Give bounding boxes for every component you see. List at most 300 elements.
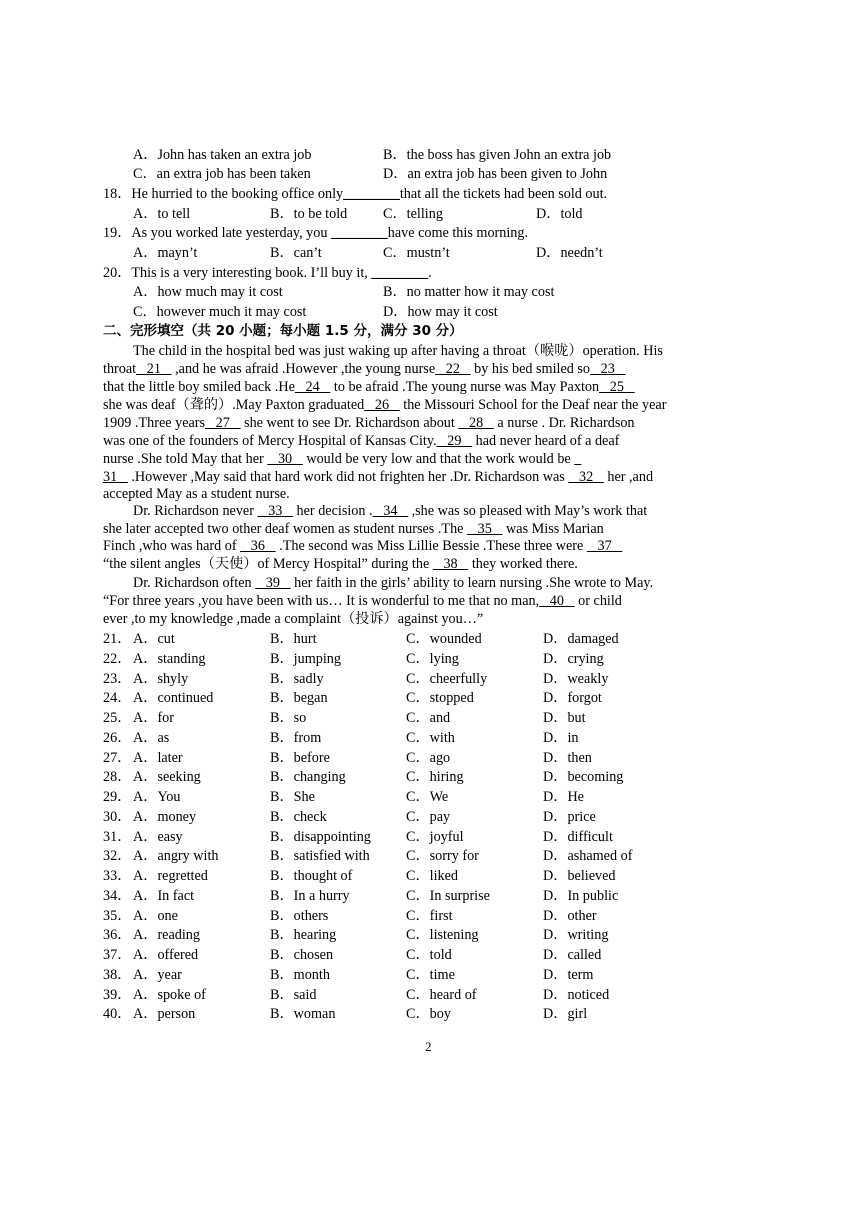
option-letter: C．: [406, 947, 430, 963]
option-text: regretted: [157, 868, 208, 884]
option-text: told: [429, 947, 452, 963]
option-d: [543, 709, 586, 727]
option-d: [543, 670, 608, 688]
option-letter: D．: [543, 789, 568, 805]
option-17b: B．the boss has given John an extra job: [383, 147, 612, 163]
question-number: 33．: [103, 868, 132, 884]
option-a: [133, 768, 201, 786]
option-text: satisfied with: [293, 848, 370, 864]
option-20a: A．how much may it cost: [133, 284, 283, 300]
option-text: ashamed of: [567, 848, 633, 864]
blank-36: 36: [240, 538, 276, 554]
passage-line: 31 .However ,May said that hard work did not frighten her .Dr. Richardson was 32 her ,and: [103, 469, 654, 485]
option-text: one: [157, 908, 178, 924]
option-letter: C．: [406, 750, 430, 766]
option-text: money: [157, 809, 197, 825]
option-letter: B．: [270, 987, 294, 1003]
option-b: [270, 1005, 335, 1023]
option-b: [270, 788, 315, 806]
option-letter: D．: [543, 710, 568, 726]
option-text: In surprise: [429, 888, 490, 904]
option-d: [543, 986, 609, 1004]
option-letter: C．: [406, 927, 430, 943]
passage-line: Dr. Richardson never 33 her decision . 34 ,she was so pleased with May’s work that: [133, 503, 648, 519]
option-text: from: [293, 730, 322, 746]
option-a: [133, 808, 196, 826]
blank-31: 31: [103, 469, 128, 485]
option-d: [543, 729, 578, 747]
blank-25: 25: [599, 379, 635, 395]
option-letter: D．: [543, 908, 568, 924]
option-letter: A．: [133, 947, 158, 963]
option-letter: D．: [543, 1006, 568, 1022]
question-number: 40．: [103, 1006, 132, 1022]
option-19d: D．needn’t: [536, 245, 603, 261]
option-text: boy: [429, 1006, 451, 1022]
option-b: [270, 749, 330, 767]
option-b: [270, 670, 324, 688]
option-letter: D．: [543, 730, 568, 746]
option-letter: D．: [543, 809, 568, 825]
option-d: [543, 749, 592, 767]
option-a: [133, 986, 206, 1004]
option-text: lying: [429, 651, 459, 667]
option-c: [406, 946, 452, 964]
option-letter: B．: [270, 710, 294, 726]
option-c: [406, 709, 450, 727]
option-a: [133, 670, 188, 688]
blank-35: 35: [467, 521, 503, 537]
page-number: 2: [425, 1039, 432, 1054]
option-letter: A．: [133, 750, 158, 766]
option-d: [543, 689, 602, 707]
blank-33: 33: [257, 503, 293, 519]
option-d: [543, 867, 616, 885]
option-letter: D．: [543, 631, 568, 647]
passage-line: “the silent angles（天使）of Mercy Hospital” during the 38 they worked there.: [103, 556, 578, 572]
option-c: [406, 907, 453, 925]
option-d: [543, 630, 619, 648]
option-letter: B．: [270, 947, 294, 963]
question-number: 28．: [103, 769, 132, 785]
option-d: [543, 887, 618, 905]
passage-line: 1909 .Three years 27 she went to see Dr. Richardson about 28 a nurse . Dr. Richardson: [103, 415, 635, 431]
option-text: others: [293, 908, 329, 924]
option-letter: A．: [133, 710, 158, 726]
option-b: [270, 966, 330, 984]
option-letter: A．: [133, 690, 158, 706]
passage-line: was one of the founders of Mercy Hospital of Kansas City. 29 had never heard of a deaf: [103, 433, 620, 449]
option-text: shyly: [157, 671, 189, 687]
option-letter: C．: [406, 631, 430, 647]
option-letter: A．: [133, 848, 158, 864]
option-letter: D．: [543, 947, 568, 963]
option-letter: A．: [133, 631, 158, 647]
option-19c: C．mustn’t: [383, 245, 450, 261]
option-letter: D．: [543, 829, 568, 845]
option-text: reading: [157, 927, 200, 943]
option-b: [270, 847, 370, 865]
option-b: [270, 650, 341, 668]
blank-34: 34: [372, 503, 409, 519]
option-d: [543, 1005, 587, 1023]
option-text: changing: [293, 769, 346, 785]
option-a: [133, 729, 169, 747]
option-19a: A．mayn’t: [133, 245, 198, 261]
option-c: [406, 1005, 451, 1023]
option-text: first: [429, 908, 453, 924]
option-letter: D．: [543, 888, 568, 904]
option-letter: C．: [406, 769, 430, 785]
option-letter: A．: [133, 967, 158, 983]
passage-line: nurse .She told May that her 30 would be very low and that the work would be: [103, 451, 575, 467]
option-letter: A．: [133, 829, 158, 845]
question-number: 25．: [103, 710, 132, 726]
option-text: called: [567, 947, 602, 963]
option-a: [133, 749, 183, 767]
option-c: [406, 689, 474, 707]
question-number: 21．: [103, 631, 132, 647]
option-b: [270, 709, 306, 727]
option-letter: B．: [270, 631, 294, 647]
option-text: sadly: [293, 671, 324, 687]
option-letter: D．: [543, 927, 568, 943]
option-d: [543, 966, 593, 984]
option-letter: B．: [270, 809, 294, 825]
option-letter: D．: [543, 848, 568, 864]
option-b: [270, 630, 317, 648]
passage-line: Dr. Richardson often 39 her faith in the girls’ ability to learn nursing .She wrote to May.: [133, 575, 654, 591]
option-text: later: [157, 750, 183, 766]
question-number: 39．: [103, 987, 132, 1003]
option-b: [270, 946, 333, 964]
option-a: [133, 847, 219, 865]
option-letter: D．: [543, 987, 568, 1003]
option-text: We: [429, 789, 449, 805]
option-a: [133, 946, 198, 964]
option-letter: B．: [270, 888, 294, 904]
option-c: [406, 729, 455, 747]
passage-line: “For three years ,you have been with us… It is wonderful to me that no man, 40 or child: [103, 593, 622, 609]
option-letter: A．: [133, 730, 158, 746]
question-number: 35．: [103, 908, 132, 924]
option-text: He: [567, 789, 584, 805]
question-number: 29．: [103, 789, 132, 805]
option-letter: A．: [133, 927, 158, 943]
option-text: In public: [567, 888, 619, 904]
option-d: [543, 788, 584, 806]
option-c: [406, 650, 459, 668]
option-text: year: [157, 967, 182, 983]
option-letter: C．: [406, 690, 430, 706]
blank-39: 39: [255, 575, 291, 591]
option-text: as: [157, 730, 170, 746]
option-a: [133, 689, 213, 707]
option-letter: A．: [133, 987, 158, 1003]
option-17a: A．John has taken an extra job: [133, 147, 312, 163]
passage-line: she was deaf（聋的）.May Paxton graduated 26 the Missouri School for the Deaf near the year: [103, 397, 667, 413]
option-text: hurt: [293, 631, 317, 647]
option-text: spoke of: [157, 987, 206, 1003]
blank-32: 32: [568, 469, 604, 485]
option-b: [270, 808, 327, 826]
option-b: [270, 828, 371, 846]
option-a: [133, 907, 178, 925]
option-text: weakly: [567, 671, 609, 687]
option-c: [406, 749, 450, 767]
option-letter: C．: [406, 908, 430, 924]
option-text: girl: [567, 1006, 588, 1022]
option-18d: D．told: [536, 206, 583, 222]
option-b: [270, 867, 352, 885]
option-text: wounded: [429, 631, 482, 647]
option-c: [406, 887, 490, 905]
option-d: [543, 768, 623, 786]
option-letter: B．: [270, 868, 294, 884]
option-letter: D．: [543, 967, 568, 983]
option-letter: C．: [406, 987, 430, 1003]
option-letter: B．: [270, 927, 294, 943]
blank-29: 29: [436, 433, 473, 449]
option-letter: D．: [543, 690, 568, 706]
option-b: [270, 907, 328, 925]
option-text: forgot: [567, 690, 602, 706]
option-text: cheerfully: [429, 671, 488, 687]
question-20: 20．This is a very interesting book. I’ll buy it, ________.: [103, 265, 432, 281]
option-17d: D．an extra job has been given to John: [383, 166, 608, 182]
option-text: noticed: [567, 987, 610, 1003]
option-letter: C．: [406, 829, 430, 845]
option-text: writing: [567, 927, 609, 943]
option-letter: D．: [543, 651, 568, 667]
blank-38: 38: [432, 556, 469, 572]
option-letter: A．: [133, 1006, 158, 1022]
option-letter: C．: [406, 868, 430, 884]
option-d: [543, 808, 596, 826]
option-text: crying: [567, 651, 604, 667]
option-text: hearing: [293, 927, 337, 943]
option-d: [543, 847, 632, 865]
option-letter: A．: [133, 769, 158, 785]
option-text: She: [293, 789, 315, 805]
blank-24: 24: [294, 379, 331, 395]
option-c: [406, 828, 464, 846]
option-letter: C．: [406, 730, 430, 746]
option-d: [543, 650, 604, 668]
option-text: with: [429, 730, 455, 746]
option-text: but: [567, 710, 586, 726]
option-a: [133, 966, 182, 984]
option-text: You: [157, 789, 181, 805]
option-text: month: [293, 967, 330, 983]
option-text: joyful: [429, 829, 464, 845]
option-c: [406, 808, 450, 826]
option-text: becoming: [567, 769, 624, 785]
option-c: [406, 768, 464, 786]
option-a: [133, 1005, 195, 1023]
option-17c: C．an extra job has been taken: [133, 166, 311, 182]
question-number: 37．: [103, 947, 132, 963]
option-letter: D．: [543, 750, 568, 766]
option-18c: C．telling: [383, 206, 443, 222]
option-d: [543, 907, 597, 925]
option-text: then: [567, 750, 592, 766]
option-text: believed: [567, 868, 616, 884]
question-number: 31．: [103, 829, 132, 845]
passage-line: The child in the hospital bed was just waking up after having a throat（喉咙）operation. His: [133, 343, 663, 359]
option-text: before: [293, 750, 330, 766]
option-letter: C．: [406, 888, 430, 904]
option-text: cut: [157, 631, 175, 647]
option-text: angry with: [157, 848, 219, 864]
option-c: [406, 670, 487, 688]
option-text: standing: [157, 651, 206, 667]
option-b: [270, 887, 350, 905]
blank-28: 28: [458, 415, 494, 431]
option-text: check: [293, 809, 327, 825]
option-letter: C．: [406, 671, 430, 687]
option-letter: B．: [270, 1006, 294, 1022]
option-text: In fact: [157, 888, 195, 904]
option-letter: B．: [270, 730, 294, 746]
option-a: [133, 867, 208, 885]
option-letter: A．: [133, 908, 158, 924]
option-c: [406, 847, 479, 865]
option-text: so: [293, 710, 307, 726]
passage-line: Finch ,who was hard of 36 .The second was Miss Lillie Bessie .These three were 37: [103, 538, 623, 554]
option-b: [270, 926, 336, 944]
option-text: seeking: [157, 769, 201, 785]
option-letter: C．: [406, 1006, 430, 1022]
option-text: person: [157, 1006, 196, 1022]
option-letter: B．: [270, 769, 294, 785]
blank-30: 30: [267, 451, 303, 467]
option-c: [406, 966, 455, 984]
option-letter: C．: [406, 710, 430, 726]
option-text: chosen: [293, 947, 334, 963]
option-text: and: [429, 710, 451, 726]
passage-line: she later accepted two other deaf women as student nurses .The 35 was Miss Marian: [103, 521, 604, 537]
blank-37: 37: [586, 538, 623, 554]
option-c: [406, 926, 479, 944]
option-text: sorry for: [429, 848, 479, 864]
option-text: hiring: [429, 769, 464, 785]
option-text: price: [567, 809, 596, 825]
option-text: easy: [157, 829, 183, 845]
option-letter: C．: [406, 809, 430, 825]
option-letter: B．: [270, 908, 294, 924]
option-a: [133, 630, 175, 648]
option-a: [133, 650, 206, 668]
passage-line: that the little boy smiled back .He 24 to be afraid .The young nurse was May Paxton 25: [103, 379, 635, 395]
option-letter: B．: [270, 671, 294, 687]
option-letter: B．: [270, 967, 294, 983]
option-c: [406, 867, 458, 885]
section-title: 二、完形填空（共 20 小题；每小题 1.5 分，满分 30 分）: [103, 323, 463, 339]
option-text: stopped: [429, 690, 474, 706]
option-text: began: [293, 690, 328, 706]
option-letter: D．: [543, 868, 568, 884]
question-number: 38．: [103, 967, 132, 983]
question-number: 26．: [103, 730, 132, 746]
question-number: 36．: [103, 927, 132, 943]
option-text: offered: [157, 947, 199, 963]
option-19b: B．can’t: [270, 245, 322, 261]
blank-21: 21: [136, 361, 172, 377]
option-c: [406, 788, 448, 806]
question-number: 22．: [103, 651, 132, 667]
option-text: heard of: [429, 987, 477, 1003]
option-text: in: [567, 730, 579, 746]
option-text: ago: [429, 750, 451, 766]
passage-line: throat 21 ,and he was afraid .However ,the young nurse 22 by his bed smiled so 23: [103, 361, 626, 377]
option-letter: C．: [406, 789, 430, 805]
option-d: [543, 946, 601, 964]
option-20b: B．no matter how it may cost: [383, 284, 555, 300]
option-b: [270, 986, 317, 1004]
question-19: 19．As you worked late yesterday, you ________have come this morning.: [103, 225, 529, 241]
option-text: In a hurry: [293, 888, 350, 904]
option-text: term: [567, 967, 594, 983]
option-letter: A．: [133, 671, 158, 687]
option-a: [133, 788, 180, 806]
option-a: [133, 887, 194, 905]
option-letter: C．: [406, 848, 430, 864]
option-text: listening: [429, 927, 479, 943]
option-letter: B．: [270, 829, 294, 845]
question-number: 32．: [103, 848, 132, 864]
question-number: 30．: [103, 809, 132, 825]
option-text: difficult: [567, 829, 613, 845]
passage-line: ever ,to my knowledge ,made a complaint（投诉）against you…”: [103, 611, 484, 627]
option-d: [543, 926, 608, 944]
option-c: [406, 986, 477, 1004]
passage-line: accepted May as a student nurse.: [103, 486, 290, 502]
option-a: [133, 926, 200, 944]
option-text: liked: [429, 868, 459, 884]
option-text: pay: [429, 809, 451, 825]
question-number: 23．: [103, 671, 132, 687]
option-a: [133, 828, 183, 846]
option-letter: A．: [133, 868, 158, 884]
option-18b: B．to be told: [270, 206, 348, 222]
blank-27: 27: [205, 415, 241, 431]
option-text: disappointing: [293, 829, 371, 845]
blank-40: 40: [539, 593, 575, 609]
option-b: [270, 689, 328, 707]
option-20d: D．how may it cost: [383, 304, 498, 320]
option-20c: C．however much it may cost: [133, 304, 307, 320]
option-text: for: [157, 710, 174, 726]
option-c: [406, 630, 482, 648]
option-a: [133, 709, 174, 727]
option-text: jumping: [293, 651, 341, 667]
option-b: [270, 729, 321, 747]
option-letter: D．: [543, 671, 568, 687]
option-letter: A．: [133, 888, 158, 904]
option-letter: B．: [270, 848, 294, 864]
question-number: 24．: [103, 690, 132, 706]
blank-22: 22: [435, 361, 471, 377]
option-text: said: [293, 987, 317, 1003]
option-text: time: [429, 967, 455, 983]
option-letter: D．: [543, 769, 568, 785]
option-letter: B．: [270, 789, 294, 805]
option-letter: C．: [406, 967, 430, 983]
option-letter: C．: [406, 651, 430, 667]
question-number: 27．: [103, 750, 132, 766]
option-letter: B．: [270, 690, 294, 706]
